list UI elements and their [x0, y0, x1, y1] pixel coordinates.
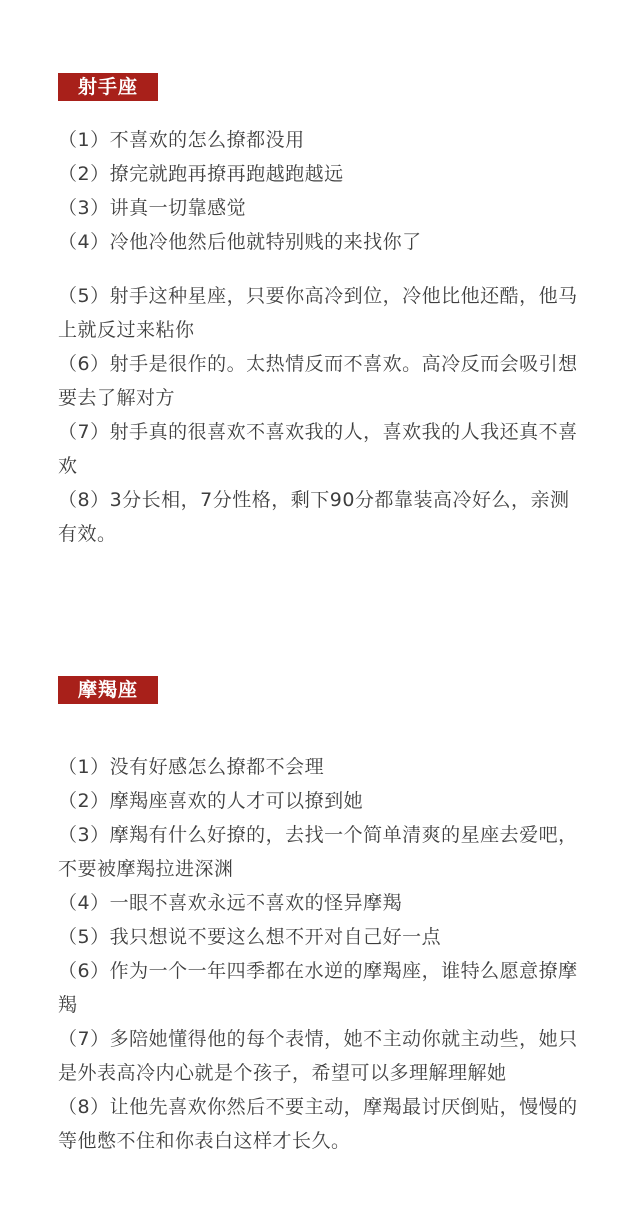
list-item: （1）不喜欢的怎么撩都没用 [58, 129, 305, 151]
list-item: （5）我只想说不要这么想不开对自己好一点 [58, 926, 442, 948]
capricorn-list [58, 750, 578, 1158]
list-item: （1）没有好感怎么撩都不会理 [58, 756, 325, 778]
list-item: （3）讲真一切靠感觉 [58, 197, 247, 219]
list-item: （7）多陪她懂得他的每个表情，她不主动你就主动些，她只是外表高冷内心就是个孩子，希望可以多理解理解她 [58, 1028, 578, 1084]
list-item: （5）射手这种星座，只要你高冷到位，冷他比他还酷，他马上就反过来粘你 [58, 285, 578, 341]
list-item: （8）3分长相，7分性格，剩下90分都靠装高冷好么，亲测有效。 [58, 489, 570, 545]
list-item: （2）摩羯座喜欢的人才可以撩到她 [58, 790, 364, 812]
list-item: （6）作为一个一年四季都在水逆的摩羯座，谁特么愿意撩摩羯 [58, 960, 578, 1016]
list-item: （2）撩完就跑再撩再跑越跑越远 [58, 163, 344, 185]
paragraph-gap [58, 259, 578, 279]
list-item: （8）让他先喜欢你然后不要主动，摩羯最讨厌倒贴，慢慢的等他憋不住和你表白这样才长久。 [58, 1096, 578, 1152]
list-item: （6）射手是很作的。太热情反而不喜欢。高冷反而会吸引想要去了解对方 [58, 353, 578, 409]
list-item: （4）一眼不喜欢永远不喜欢的怪异摩羯 [58, 892, 403, 914]
capricorn-title-tag: 摩羯座 [58, 676, 158, 704]
capricorn-section [58, 676, 578, 1158]
sagittarius-list-2 [58, 279, 578, 551]
sagittarius-list-1 [58, 123, 578, 259]
list-item: （4）冷他冷他然后他就特别贱的来找你了 [58, 231, 422, 253]
sagittarius-section [58, 73, 578, 551]
sagittarius-title-tag: 射手座 [58, 73, 158, 101]
list-item: （3）摩羯有什么好撩的，去找一个简单清爽的星座去爱吧，不要被摩羯拉进深渊 [58, 824, 578, 880]
list-item: （7）射手真的很喜欢不喜欢我的人，喜欢我的人我还真不喜欢 [58, 421, 578, 477]
